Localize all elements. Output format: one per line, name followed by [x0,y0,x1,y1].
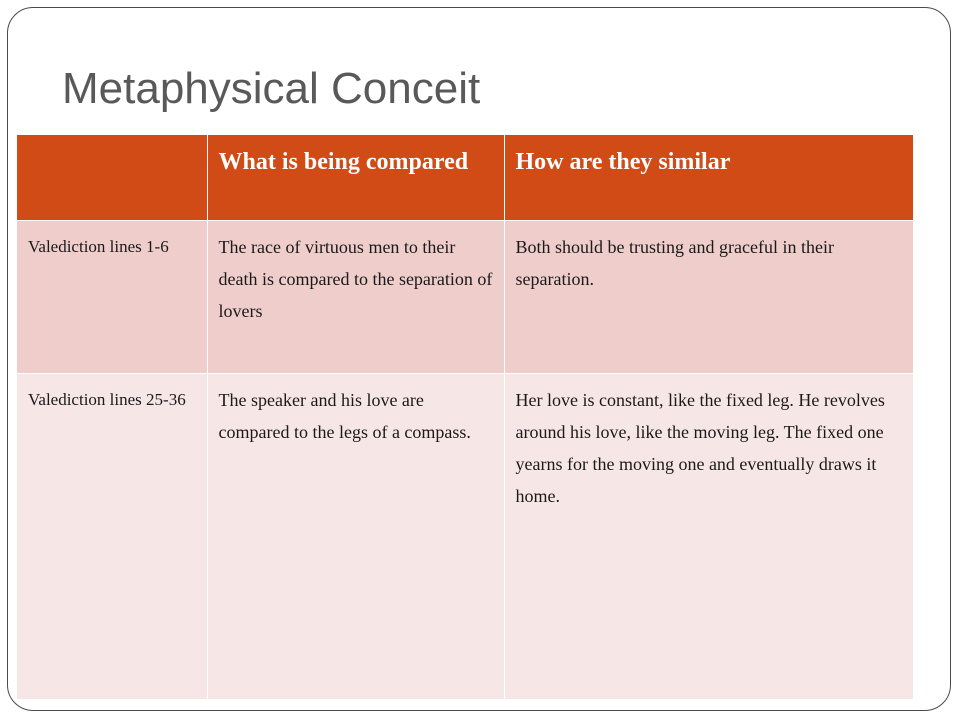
similar-cell: Her love is constant, like the fixed leg. He revolves around his love, like the moving leg. The fixed one yearns for the moving one and eventually draws it home. [504,373,913,699]
header-cell-compared: What is being compared [207,135,504,220]
row-label-cell: Valediction lines 1-6 [17,220,207,373]
similar-cell: Both should be trusting and graceful in their separation. [504,220,913,373]
compared-cell: The race of virtuous men to their death is compared to the separation of lovers [207,220,504,373]
comparison-table [17,135,913,699]
compared-cell: The speaker and his love are compared to the legs of a compass. [207,373,504,699]
table-row [17,220,913,373]
slide-title: Metaphysical Conceit [62,64,481,113]
comparison-table-container [17,135,913,699]
header-cell-similar: How are they similar [515,149,731,175]
table-row [17,373,913,699]
row-label-cell: Valediction lines 25-36 [17,373,207,699]
header-cell-empty [17,135,207,220]
table-header-row [17,135,913,220]
